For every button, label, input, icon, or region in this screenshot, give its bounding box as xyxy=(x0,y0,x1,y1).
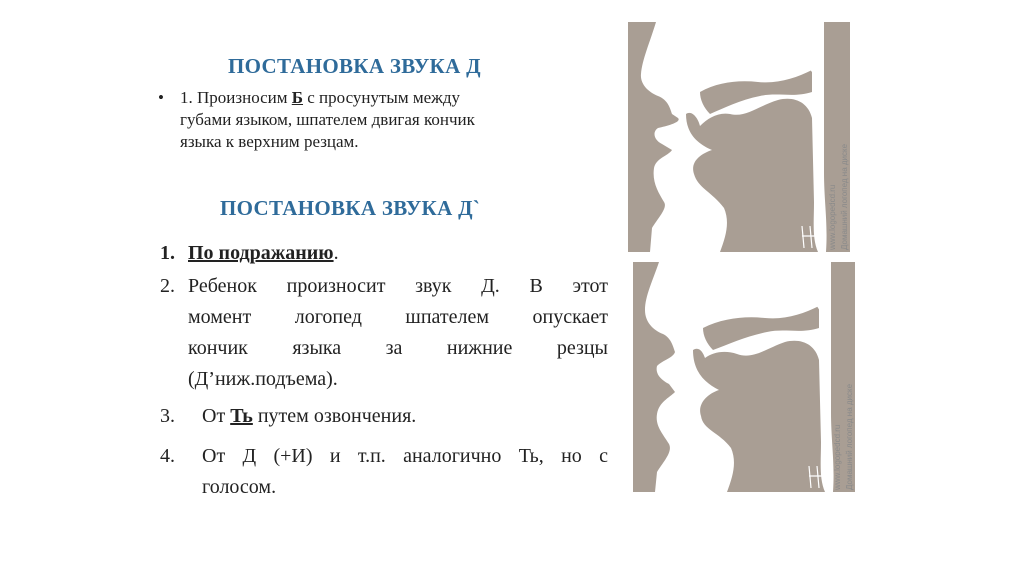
item-number: 1. xyxy=(160,242,175,264)
bullet-marker: • xyxy=(158,88,164,107)
articulation-diagram-upper xyxy=(628,22,850,252)
item-1-suffix: . xyxy=(333,242,339,264)
articulation-diagram-lower xyxy=(633,262,855,492)
item-number: 3. xyxy=(160,405,175,427)
section1-line-2: губами языком, шпателем двигая кончик xyxy=(180,110,475,129)
highlight-ty: Ть xyxy=(230,405,253,427)
highlight-letter-b: Б xyxy=(291,88,304,107)
head-profile-image xyxy=(633,262,855,492)
item-number: 2. xyxy=(160,275,175,297)
item-1-text: По подражанию xyxy=(188,242,334,264)
head-profile-image xyxy=(628,22,850,252)
watermark-url: www.logopedcd.ru xyxy=(828,184,837,250)
item-4-line-1: От Д (+И) и т.п. аналогично Ть, но с xyxy=(202,445,608,467)
item-2-line-3: кончик языка за нижние резцы xyxy=(188,337,608,359)
section2-title: ПОСТАНОВКА ЗВУКА Д` xyxy=(220,196,481,220)
watermark-url: www.logopedcd.ru xyxy=(833,424,842,490)
item-2-line-2: момент логопед шпателем опускает xyxy=(188,306,608,328)
section1-text xyxy=(180,87,560,153)
watermark-caption: Домашний логопед на диске xyxy=(845,383,854,490)
watermark-caption: Домашний логопед на диске xyxy=(840,143,849,250)
item-2-line-1: Ребенок произносит звук Д. В этот xyxy=(188,275,608,297)
section1-line-3: языка к верхним резцам. xyxy=(180,132,359,151)
section1-title: ПОСТАНОВКА ЗВУКА Д xyxy=(228,54,481,78)
item-number: 4. xyxy=(160,445,175,467)
item-2-line-4: (Д’ниж.подъема). xyxy=(188,368,338,390)
item-4-line-2: голосом. xyxy=(202,476,277,498)
section1-line-1: 1. Произносим Б с просунутым между xyxy=(180,88,461,107)
